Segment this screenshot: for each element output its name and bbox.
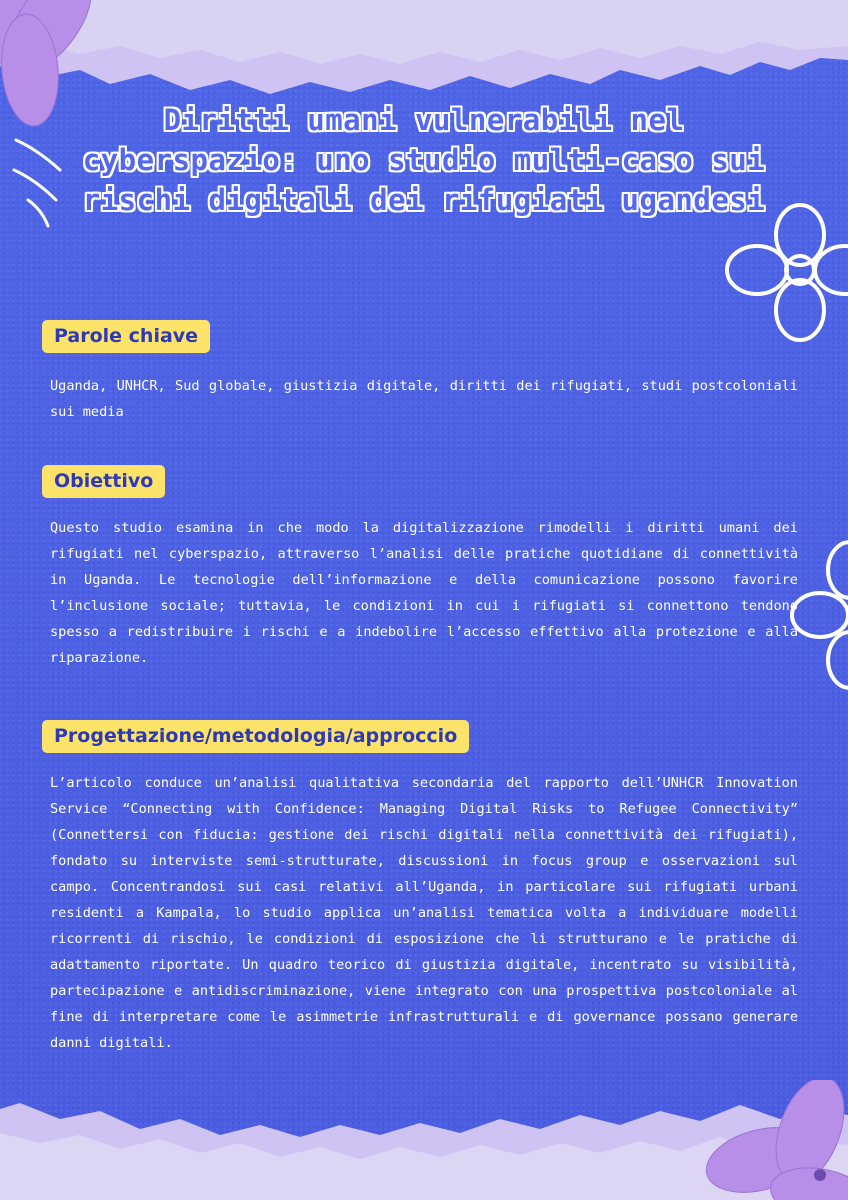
section-text-objective: Questo studio esamina in che modo la digitalizzazione rimodelli i diritti umani dei rifugiati nel cyberspazio, attraverso l’analisi delle pratiche quotidiane di connettività in Uganda. Le tecnologie dell’informazione e della comunicazione possono favorire l’inclusione sociale; tuttavia, le condizioni in cui i rifugiati si connettono tendono spesso a redistribuire i rischi e a indebolire l’accesso effettivo alla protezione e alla riparazione. xyxy=(50,520,798,666)
section-text-methodology: L’articolo conduce un’analisi qualitativa secondaria del rapporto dell’UNHCR Innovation Service “Connecting with Confidence: Managing Digital Risks to Refugee Connectivity” (Connettersi con fiducia: gestione dei rischi digitali nella connettività dei rifugiati), fondato su interviste semi-strutturate, discussioni in focus group e osservazioni sul campo. Concentrandosi sui casi relativi all’Uganda, in particolare sui rifugiati urbani residenti a Kampala, lo studio applica un’analisi tematica volta a individuare modelli ricorrenti di rischio, le condizioni di esposizione che li strutturano e le pratiche di adattamento riportate. Un quadro teorico di giustizia digitale, incentrato su visibilità, partecipazione e antidiscriminazione, viene integrato con una prospettiva postcoloniale al fine di interpretare come le asimmetrie infrastrutturali e di governance possano generare danni digitali. xyxy=(50,775,798,1051)
sparkle-lines-icon xyxy=(8,130,68,230)
purple-flower-icon xyxy=(700,1080,848,1200)
section-text-keywords: Uganda, UNHCR, Sud globale, giustizia digitale, diritti dei rifugiati, studi postcoloniali sui media xyxy=(50,378,798,420)
section-heading-methodology: Progettazione/metodologia/approccio xyxy=(42,720,469,753)
section-heading-keywords: Parole chiave xyxy=(42,320,210,353)
section-heading-objective: Obiettivo xyxy=(42,465,165,498)
torn-paper-top xyxy=(0,0,848,110)
outline-flower-icon xyxy=(790,540,848,690)
document-title: Diritti umani vulnerabili nel cyberspazio: uno studio multi-caso sui rischi digitali dei rifugiati ugandesi xyxy=(82,103,766,217)
